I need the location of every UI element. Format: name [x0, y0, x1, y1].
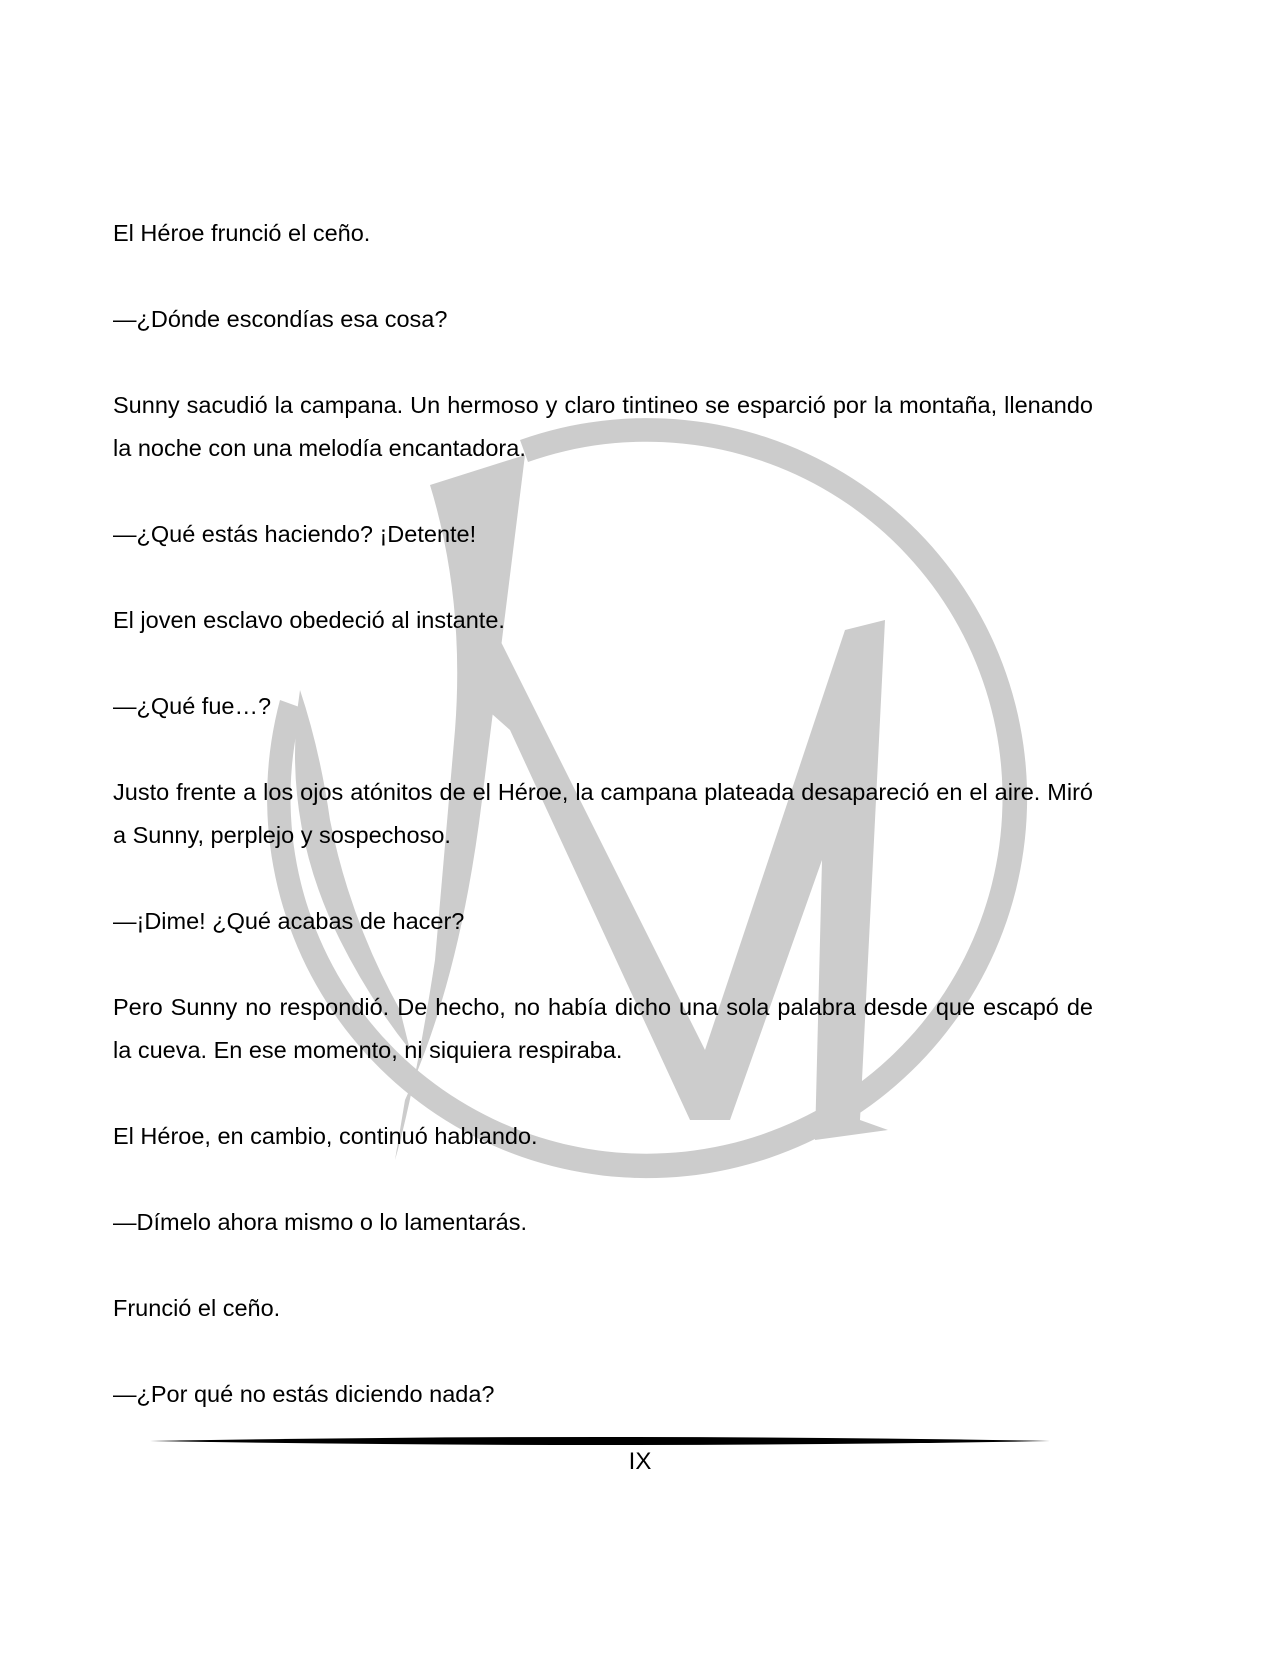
paragraph: —¿Por qué no estás diciendo nada?	[113, 1381, 495, 1407]
paragraph: El joven esclavo obedeció al instante.	[113, 607, 505, 633]
paragraph: Justo frente a los ojos atónitos de el Héroe, la campana plateada desapareció en el aire. Miró a Sunny, perplejo y sospechoso.	[113, 779, 1093, 848]
paragraph: El Héroe frunció el ceño.	[113, 220, 371, 246]
paragraph: —¿Qué fue…?	[113, 693, 272, 719]
paragraph: —¿Qué estás haciendo? ¡Detente!	[113, 521, 477, 547]
paragraph: El Héroe, en cambio, continuó hablando.	[113, 1123, 538, 1149]
body-text	[113, 212, 1093, 1416]
paragraph: —¿Dónde escondías esa cosa?	[113, 306, 448, 332]
paragraph: —Dímelo ahora mismo o lo lamentarás.	[113, 1209, 528, 1235]
paragraph: Frunció el ceño.	[113, 1295, 281, 1321]
page-number: IX	[628, 1448, 652, 1475]
paragraph: —¡Dime! ¿Qué acabas de hacer?	[113, 908, 465, 934]
footer-divider	[150, 1434, 1050, 1448]
paragraph: Pero Sunny no respondió. De hecho, no había dicho una sola palabra desde que escapó de la cueva. En ese momento, ni siquiera respiraba.	[113, 994, 1093, 1063]
paragraph: Sunny sacudió la campana. Un hermoso y claro tintineo se esparció por la montaña, llenando la noche con una melodía encantadora.	[113, 392, 1093, 461]
